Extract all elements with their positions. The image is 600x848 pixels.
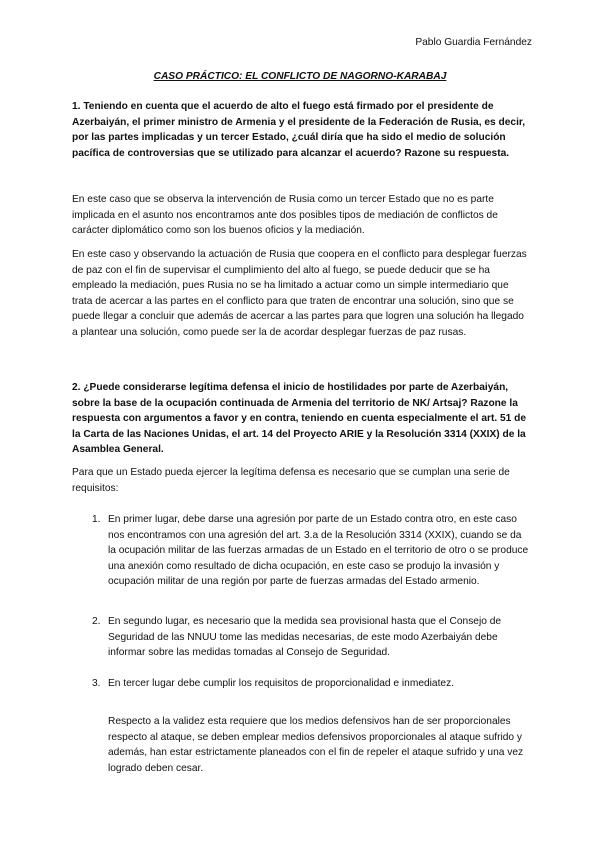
question-1: 1. Teniendo en cuenta que el acuerdo de alto el fuego está firmado por el presidente de Azerbaiyán, el primer ministro de Armenia y el presidente de la Federación de Rusia, es decir, por las partes implicadas y un tercer Estado, ¿cuál diría que ha sido el medio de solución pacífica de controversias que se utilizado para alcanzar el acuerdo? Razone su respuesta. [72, 101, 526, 159]
author-name: Pablo Guardia Fernández [415, 37, 532, 48]
list-item-text: En segundo lugar, es necesario que la medida sea provisional hasta que el Consejo de Seguridad de las NNUU tome las medidas necesarias, de este modo Azerbaiyán debe informar sobre las medidas tomadas al Consejo de Seguridad. [108, 616, 502, 659]
answer-2-validity-paragraph: Respecto a la validez esta requiere que los medios defensivos han de ser proporcionales respecto al ataque, se deben emplear medios defensivos proporcionales al ataque sufrido y además, han estar estrictamente planeados con el fin de repeler el ataque sufrido y una vez logrado deben cesar. [108, 716, 524, 774]
list-item-number: 1. [92, 514, 101, 525]
list-item-number: 2. [92, 616, 101, 627]
answer-1-paragraph-1: En este caso que se observa la intervención de Rusia como un tercer Estado que no es parte implicada en el asunto nos encontramos ante dos posibles tipos de mediación de conflictos de carácter diplomático como son los buenos oficios y la mediación. [72, 194, 498, 237]
question-2: 2. ¿Puede considerarse legítima defensa el inicio de hostilidades por parte de Azerbaiyán, sobre la base de la ocupación continuada de Armenia del territorio de NK/ Artsaj? Razone la respuesta con argumentos a favor y en contra, teniendo en cuenta especialmente el art. 51 de la Carta de las Naciones Unidas, el art. 14 del Proyecto ARIE y la Resolución 3314 (XXIX) de la Asamblea General. [72, 382, 527, 456]
list-item-text: En tercer lugar debe cumplir los requisitos de proporcionalidad e inmediatez. [108, 678, 454, 689]
list-item-text: En primer lugar, debe darse una agresión por parte de un Estado contra otro, en este caso nos encontramos con una agresión del art. 3.a de la Resolución 3314 (XXIX), cuando se da la ocupación militar de las fuerzas armadas de un Estado en el territorio de otro o se produce una anexión como resultado de dicha ocupación, en este caso se produjo la invasión y ocupación militar de una región por parte de fuerzas armadas del Estado armenio. [108, 514, 529, 588]
list-item-number: 3. [92, 678, 101, 689]
answer-2-intro: Para que un Estado pueda ejercer la legítima defensa es necesario que se cumplan una serie de requisitos: [72, 467, 510, 494]
document-title: CASO PRÁCTICO: EL CONFLICTO DE NAGORNO-KARABAJ [153, 71, 447, 82]
answer-1-paragraph-2: En este caso y observando la actuación de Rusia que coopera en el conflicto para desplegar fuerzas de paz con el fin de supervisar el cumplimiento del alto al fuego, se puede deducir que se ha empleado la mediación, pues Rusia no se ha limitado a actuar como un simple intermediario que trata de acercar a las partes en el conflicto para que traten de encontrar una solución, sino que se puede llegar a concluir que además de acercar a las partes para que logren una solución ha llegado a plantear una solución, como puede ser la de acordar desplegar fuerzas de paz rusas. [72, 249, 527, 338]
